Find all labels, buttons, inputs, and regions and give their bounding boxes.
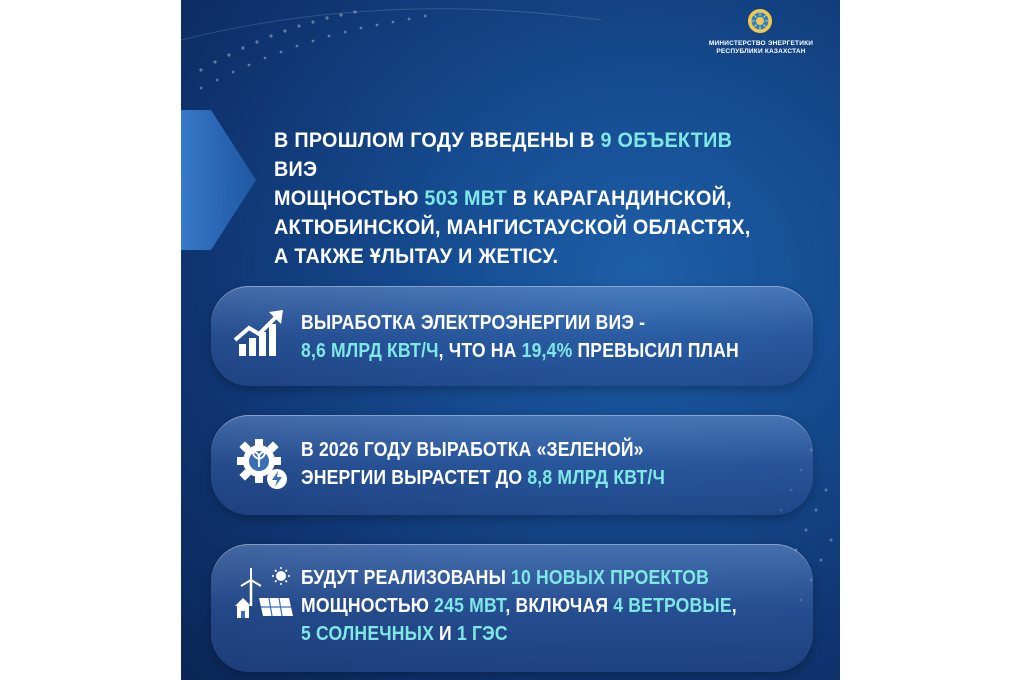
fact-card-projects-text (301, 564, 737, 648)
intro-text (274, 126, 780, 271)
fact-card-generation-text (301, 309, 739, 365)
card2-forecast-value: 8,8 МЛРД КВТ/Ч (527, 467, 666, 489)
card3-line-1-text: БУДУТ РЕАЛИЗОВАНЫ (301, 567, 512, 589)
intro-capacity: 503 МВТ (424, 186, 507, 210)
fact-card-generation (211, 286, 813, 386)
card1-percent-value: 19,4% (521, 340, 573, 362)
card3-solar-count: 5 СОЛНЕЧНЫХ (301, 623, 434, 645)
card3-projects-count: 10 НОВЫХ ПРОЕКТОВ (511, 567, 709, 589)
card1-line-1: ВЫРАБОТКА ЭЛЕКТРОЭНЕРГИИ ВИЭ - (301, 312, 646, 334)
ministry-line-2: РЕСПУБЛИКИ КАЗАХСТАН (716, 48, 806, 55)
intro-objects-count: 9 ОБЪЕКТИВ (600, 128, 733, 152)
intro-line-2-text: МОЩНОСТЬЮ (274, 186, 425, 210)
fact-card-forecast-text (301, 436, 665, 492)
card1-generation-value: 8,6 МЛРД КВТ/Ч (301, 340, 439, 362)
intro-line-1-end: ВИЭ (274, 157, 318, 181)
card3-line-2-mid: , ВКЛЮЧАЯ (505, 595, 614, 617)
card3-capacity: 245 МВТ (434, 595, 506, 617)
card1-line-2-text: , ЧТО НА (438, 340, 522, 362)
card3-hydro-count: 1 ГЭС (456, 623, 508, 645)
ministry-name (691, 40, 831, 56)
card3-line-3-text: И (433, 623, 457, 645)
fact-card-forecast (211, 415, 813, 515)
green-energy-gear-icon (233, 435, 293, 495)
intro-line-4: А ТАКЖЕ ҰЛЫТАУ И ЖЕТІСУ. (274, 244, 559, 268)
infographic-poster (181, 0, 840, 680)
card1-line-2-end: ПРЕВЫСИЛ ПЛАН (572, 340, 739, 362)
card2-line-2-text: ЭНЕРГИИ ВЫРАСТЕТ ДО (301, 467, 528, 489)
card2-line-1: В 2026 ГОДУ ВЫРАБОТКА «ЗЕЛЕНОЙ» (301, 439, 644, 461)
decorative-chevron (181, 110, 261, 250)
card3-wind-count: 4 ВЕТРОВЫЕ (613, 595, 732, 617)
ministry-line-1: МИНИСТЕРСТВО ЭНЕРГЕТИКИ (708, 40, 814, 47)
fact-card-projects (211, 544, 813, 672)
state-emblem-icon (747, 8, 773, 34)
intro-line-2-end: В КАРАГАНДИНСКОЙ, (506, 186, 732, 210)
card3-line-2-end: , (731, 595, 737, 617)
decorative-dot-wave-top (181, 0, 601, 110)
card3-line-2-text: МОЩНОСТЬЮ (301, 595, 435, 617)
renewable-sources-icon (233, 566, 295, 622)
intro-line-1-text: В ПРОШЛОМ ГОДУ ВВЕДЕНЫ В (274, 128, 601, 152)
intro-line-3: АКТЮБИНСКОЙ, МАНГИСТАУСКОЙ ОБЛАСТЯХ, (274, 215, 751, 239)
growth-chart-icon (233, 308, 287, 358)
